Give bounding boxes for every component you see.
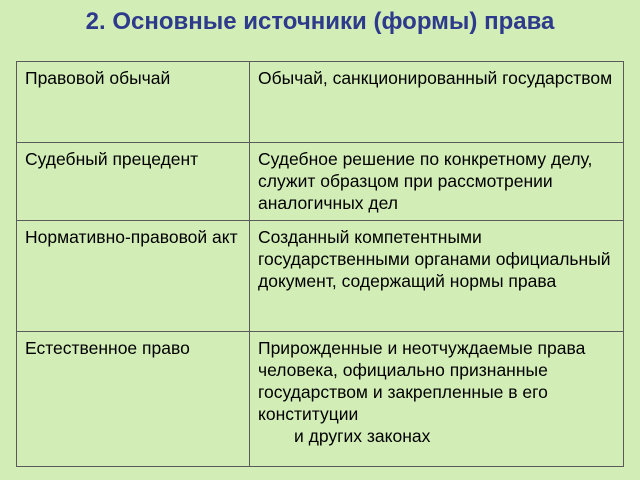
definition-cell: Созданный компетентными государственными органами официальный документ, содержащий нормы права (250, 221, 624, 332)
term-cell: Естественное право (17, 332, 250, 467)
term-cell: Судебный прецедент (17, 143, 250, 221)
definition-cell: Обычай, санкционированный государством (250, 62, 624, 143)
table-row (17, 221, 624, 332)
term-cell: Нормативно-правовой акт (17, 221, 250, 332)
sources-table (16, 61, 624, 467)
definition-text: Прирожденные и неотчуждаемые права человека, официально признанные государством и закрепленные в его конституции (258, 338, 586, 424)
table-row (17, 143, 624, 221)
table-row (17, 62, 624, 143)
definition-continuation: и других законах (294, 426, 431, 446)
definition-cell: Судебное решение по конкретному делу, служит образцом при рассмотрении аналогичных дел (250, 143, 624, 221)
definition-cell (250, 332, 624, 467)
term-cell: Правовой обычай (17, 62, 250, 143)
table-row (17, 332, 624, 467)
slide-title: 2. Основные источники (формы) права (85, 8, 555, 35)
